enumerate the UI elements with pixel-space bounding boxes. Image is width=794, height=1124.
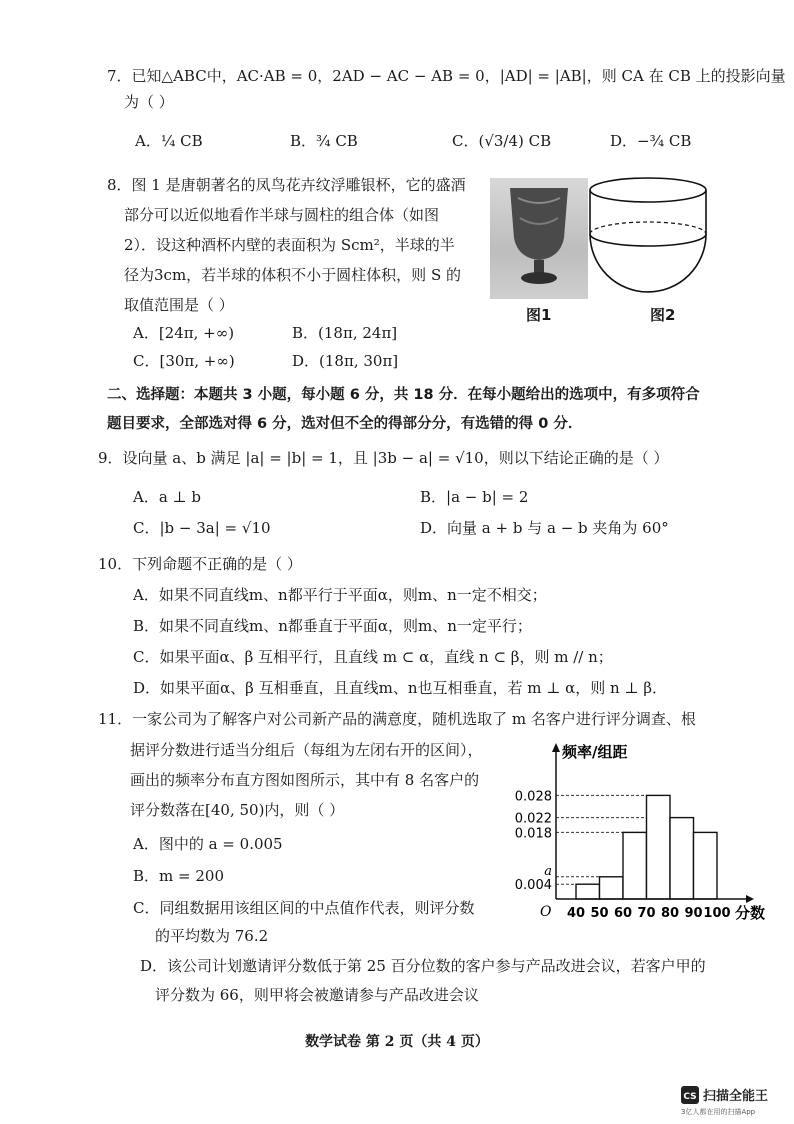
watermark-brand: 扫描全能王 [703, 1089, 769, 1104]
histogram-y-tick: 0.004 [514, 878, 552, 894]
histogram-ylabel: 频率/组距 [562, 743, 628, 761]
q7-line1: 7．已知△ABC中，AC·AB = 0，2AD − AC − AB = 0，|AD| = |AB|，则 CA 在 CB 上的投影向量 [107, 67, 786, 85]
q8-option-c: C．[30π, +∞) [133, 352, 235, 370]
cs-badge: CS [683, 1092, 697, 1102]
q11-line2: 据评分数进行适当分组后（每组为左闭右开的区间）， [130, 741, 483, 759]
q11-line1: 11．一家公司为了解客户对公司新产品的满意度，随机选取了 m 名客户进行评分调查、根 [98, 710, 696, 728]
q11-option-d: D．该公司计划邀请评分数低于第 25 百分位数的客户参与产品改进会议，若客户甲的 [140, 957, 706, 975]
histogram-y-tick: 0.028 [514, 789, 552, 805]
q8-line5: 取值范围是（ ） [124, 296, 234, 314]
histogram-xlabel: 分数 [735, 904, 766, 920]
histogram-origin: O [540, 904, 552, 920]
histogram-y-tick: a [544, 863, 552, 879]
q8-option-b: B．(18π, 24π] [292, 324, 398, 342]
histogram-bar [623, 832, 647, 899]
q11-option-b: B．m = 200 [133, 867, 224, 885]
q8-line4: 径为3cm，若半球的体积不小于圆柱体积，则 S 的 [124, 266, 461, 284]
q11-option-c-cont: 的平均数为 76.2 [155, 927, 269, 945]
fig2-caption: 图2 [650, 306, 676, 324]
histogram-x-tick: 40 [566, 906, 586, 920]
q10-option-b: B．如果不同直线m、n都垂直于平面α，则m、n一定平行； [133, 617, 532, 635]
cup-diagram [584, 172, 712, 300]
q9-stem: 9．设向量 a、b 满足 |a| = |b| = 1，且 |3b − a| = √10，则以下结论正确的是（ ） [98, 449, 669, 467]
silver-cup-photo [490, 178, 588, 299]
histogram-bar [600, 877, 624, 899]
q8-line2: 部分可以近似地看作半球与圆柱的组合体（如图 [124, 206, 440, 224]
histogram-x-tick: 80 [660, 906, 680, 920]
frequency-histogram [506, 740, 776, 920]
q7-option-c: C．(√3/4) CB [452, 132, 552, 150]
section2-line1: 二、选择题：本题共 3 小题，每小题 6 分，共 18 分．在每小题给出的选项中，有多项符合 [107, 387, 700, 403]
q9-option-a: A．a ⊥ b [133, 488, 202, 506]
scanner-watermark [681, 1086, 791, 1120]
histogram-x-tick: 100 [703, 906, 731, 920]
q11-option-c: C．同组数据用该组区间的中点值作代表，则评分数 [133, 899, 475, 917]
q10-option-d: D．如果平面α、β 互相垂直，且直线m、n也互相垂直，若 m ⊥ α，则 n ⊥ β． [133, 679, 667, 697]
q9-option-b: B．|a − b| = 2 [420, 488, 529, 506]
histogram-bar [670, 818, 694, 899]
q11-line4: 评分数落在[40, 50)内，则（ ） [130, 801, 345, 819]
page-footer: 数学试卷 第 2 页（共 4 页） [305, 1034, 489, 1050]
q11-line3: 画出的频率分布直方图如图所示，其中有 8 名客户的 [130, 771, 480, 789]
histogram-y-tick: 0.022 [514, 811, 552, 827]
histogram-bar [647, 795, 671, 899]
q7-option-d: D．−¾ CB [610, 132, 692, 150]
q8-option-d: D．(18π, 30π] [292, 352, 399, 370]
q7-option-b: B．¾ CB [290, 132, 358, 150]
histogram-x-tick: 70 [637, 906, 656, 920]
q7-option-a: A．¼ CB [135, 132, 203, 150]
q10-option-a: A．如果不同直线m、n都平行于平面α，则m、n一定不相交； [133, 586, 547, 604]
watermark-tagline: 3亿人都在用的扫描App [681, 1108, 756, 1116]
q8-line1: 8．图 1 是唐朝著名的凤鸟花卉纹浮雕银杯，它的盛酒 [107, 176, 466, 194]
fig1-caption: 图1 [526, 306, 552, 324]
q8-option-a: A．[24π, +∞) [133, 324, 235, 342]
q7-line2: 为（ ） [124, 93, 174, 111]
q11-option-d-cont: 评分数为 66，则甲将会被邀请参与产品改进会议 [155, 986, 479, 1004]
histogram-x-tick: 50 [590, 906, 609, 920]
q9-option-c: C．|b − 3a| = √10 [133, 519, 271, 537]
histogram-x-tick: 60 [613, 906, 633, 920]
histogram-bar [576, 884, 600, 899]
histogram-x-tick: 90 [684, 906, 703, 920]
q8-line3: 2）．设这种酒杯内壁的表面积为 Scm²，半球的半 [124, 236, 455, 254]
q9-option-d: D．向量 a + b 与 a − b 夹角为 60° [420, 519, 669, 537]
q11-option-a: A．图中的 a = 0.005 [133, 835, 283, 853]
histogram-bar [694, 832, 718, 899]
q10-stem: 10．下列命题不正确的是（ ） [98, 555, 302, 573]
q10-option-c: C．如果平面α、β 互相平行，且直线 m ⊂ α，直线 n ⊂ β，则 m // n； [133, 648, 613, 666]
section2-line2: 题目要求，全部选对得 6 分，选对但不全的得部分分，有选错的得 0 分． [107, 416, 583, 432]
histogram-y-tick: 0.018 [514, 826, 552, 842]
